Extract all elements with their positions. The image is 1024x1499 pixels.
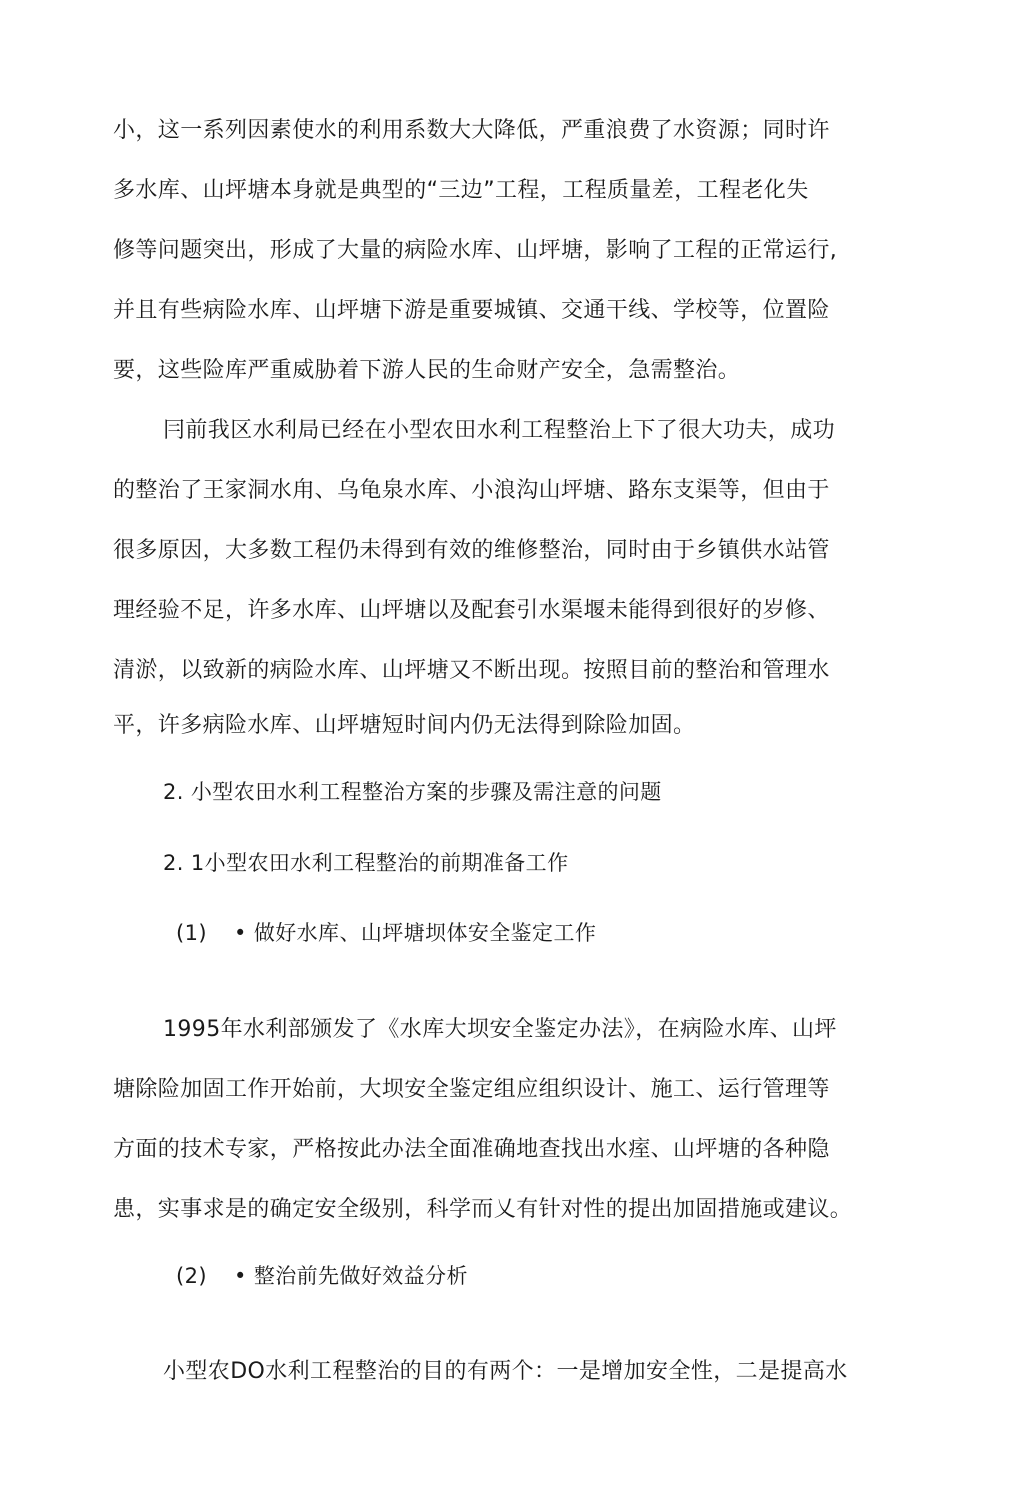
paragraph-1-line-3: 修等问题突出，形成了大量的病险水库、山坪塘，影响了工程的正常运行, (113, 238, 838, 263)
section-heading-2-1: 2. 1小型农田水利工程整治的前期准备工作 (163, 851, 569, 875)
list-item-1-number: (1) (176, 921, 207, 945)
paragraph-1-line-1: 小，这一系列因素使水的利用系数大大降低，严重浪费了水资源；同时许 (113, 118, 830, 143)
paragraph-2-line-3: 很多原因，大多数工程仍未得到有效的维修整治，同时由于乡镇供水站管 (113, 538, 830, 563)
paragraph-1-line-4: 并且有些病险水库、山坪塘下游是重要城镇、交通干线、学校等，位置险 (113, 298, 830, 323)
paragraph-1-line-5: 要，这些险库严重威胁着下游人民的生命财产安全，急需整治。 (113, 358, 741, 383)
paragraph-2-line-1: 冃前我区水利局已经在小型农田水利工程整治上下了很大功夫，成功 (163, 418, 836, 443)
list-item-2-text: • 整治前先做好效益分析 (234, 1264, 468, 1288)
paragraph-2-line-5: 清淤，以致新的病险水库、山坪塘又不断出现。按照目前的整治和管理水 (113, 658, 830, 683)
paragraph-2-line-6: 平，许多病险水库、山坪塘短时间内仍无法得到除险加固。 (113, 713, 696, 738)
paragraph-2-line-2: 的整治了王家洞水甪、乌龟泉水库、小浪沟山坪塘、路东支渠等，但由于 (113, 478, 830, 503)
paragraph-3-line-4: 患，实事求是的确定安全级别，科学而乂有针对性的提出加固措施或建议。 (113, 1197, 853, 1222)
paragraph-3-line-3: 方面的技术专家，严格按此办法全面准确地查找出水痓、山坪塘的各种隐 (113, 1137, 830, 1162)
paragraph-2-line-4: 理经验不足，许多水库、山坪塘以及配套引水渠堰未能得到很好的岁修、 (113, 598, 830, 623)
list-item-2-number: (2) (176, 1264, 207, 1288)
paragraph-3-line-1: 1995年水利部颁发了《水库大坝安全鉴定办法》，在病险水库、山坪 (163, 1017, 837, 1042)
paragraph-1-line-2: 多水库、山坪塘本身就是典型的“三边”工程，工程质量差，工程老化失 (113, 178, 809, 203)
paragraph-4-line-1: 小型农DO水利工程整治的目的有两个：一是增加安全性，二是提高水 (163, 1359, 848, 1384)
list-item-1 (176, 918, 596, 948)
list-item-1-text: • 做好水库、山坪塘坝体安全鉴定工作 (234, 921, 597, 945)
list-item-2 (176, 1261, 468, 1291)
section-heading-2: 2. 小型农田水利工程整治方案的步骤及需注意的问题 (163, 780, 662, 804)
paragraph-3-line-2: 塘除险加固工作开始前，大坝安全鉴定组应组织设计、施工、运行管理等 (113, 1077, 830, 1102)
